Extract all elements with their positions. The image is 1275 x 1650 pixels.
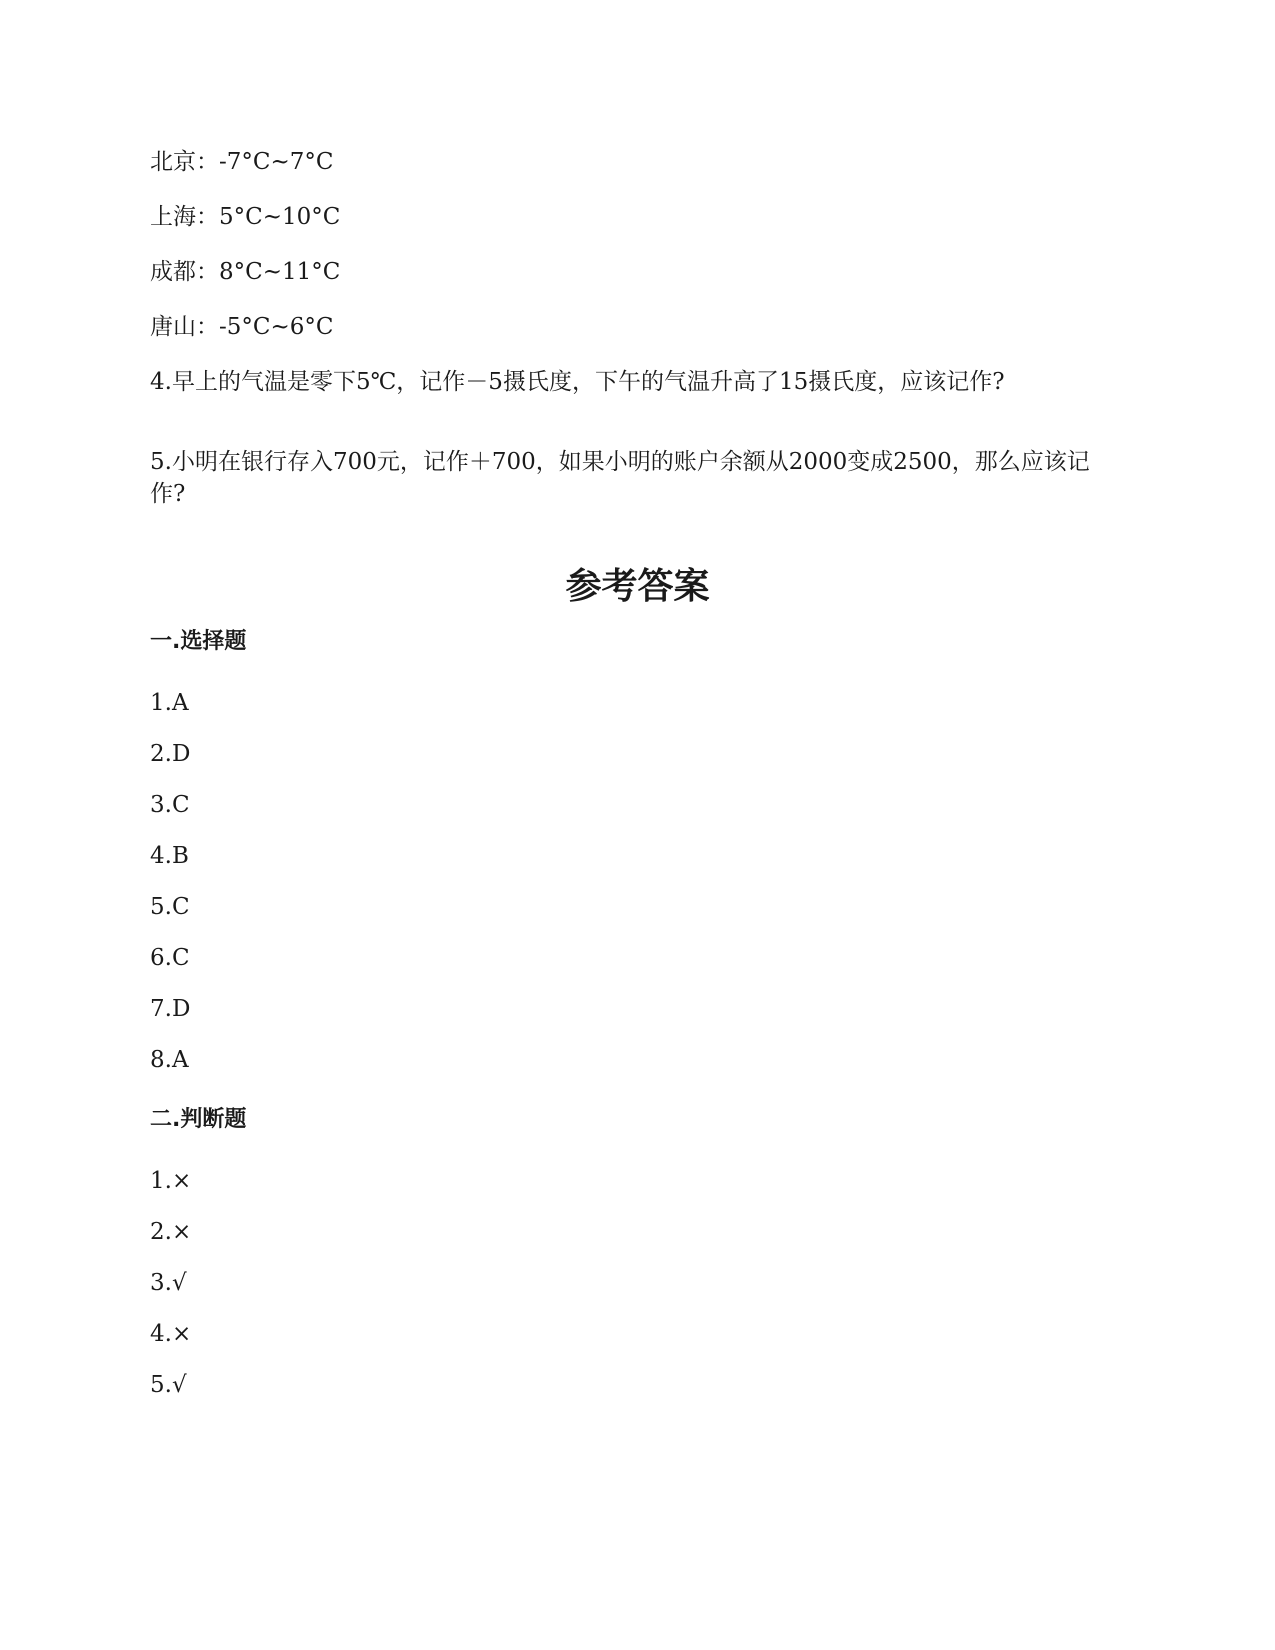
- answer-item: 5.C: [150, 894, 190, 920]
- temperature-chengdu: 成都：8°C~11°C: [150, 259, 341, 285]
- answer-item: 8.A: [150, 1047, 189, 1073]
- question-5: 5.小明在银行存入700元，记作＋700，如果小明的账户余额从2000变成2500，那么应该记作?: [150, 449, 1090, 507]
- temperature-tangshan: 唐山：-5°C~6°C: [150, 314, 334, 340]
- answer-item: 3.√: [150, 1270, 187, 1296]
- answers-title: 参考答案: [565, 566, 710, 607]
- answer-item: 6.C: [150, 945, 190, 971]
- answer-item: 3.C: [150, 792, 190, 818]
- answer-item: 5.√: [150, 1372, 187, 1398]
- answer-item: 2.D: [150, 741, 191, 767]
- section-heading-multiple-choice: 一.选择题: [150, 629, 247, 654]
- answer-item: 1.A: [150, 690, 189, 716]
- answer-item: 4.×: [150, 1321, 192, 1347]
- answer-item: 2.×: [150, 1219, 192, 1245]
- temperature-beijing: 北京：-7°C~7°C: [150, 149, 334, 175]
- section-heading-true-false: 二.判断题: [150, 1107, 247, 1132]
- answer-item: 4.B: [150, 843, 189, 869]
- temperature-shanghai: 上海：5°C~10°C: [150, 204, 341, 230]
- answer-item: 7.D: [150, 996, 191, 1022]
- question-4: 4.早上的气温是零下5℃，记作－5摄氏度，下午的气温升高了15摄氏度，应该记作?: [150, 369, 1005, 395]
- answer-item: 1.×: [150, 1168, 192, 1194]
